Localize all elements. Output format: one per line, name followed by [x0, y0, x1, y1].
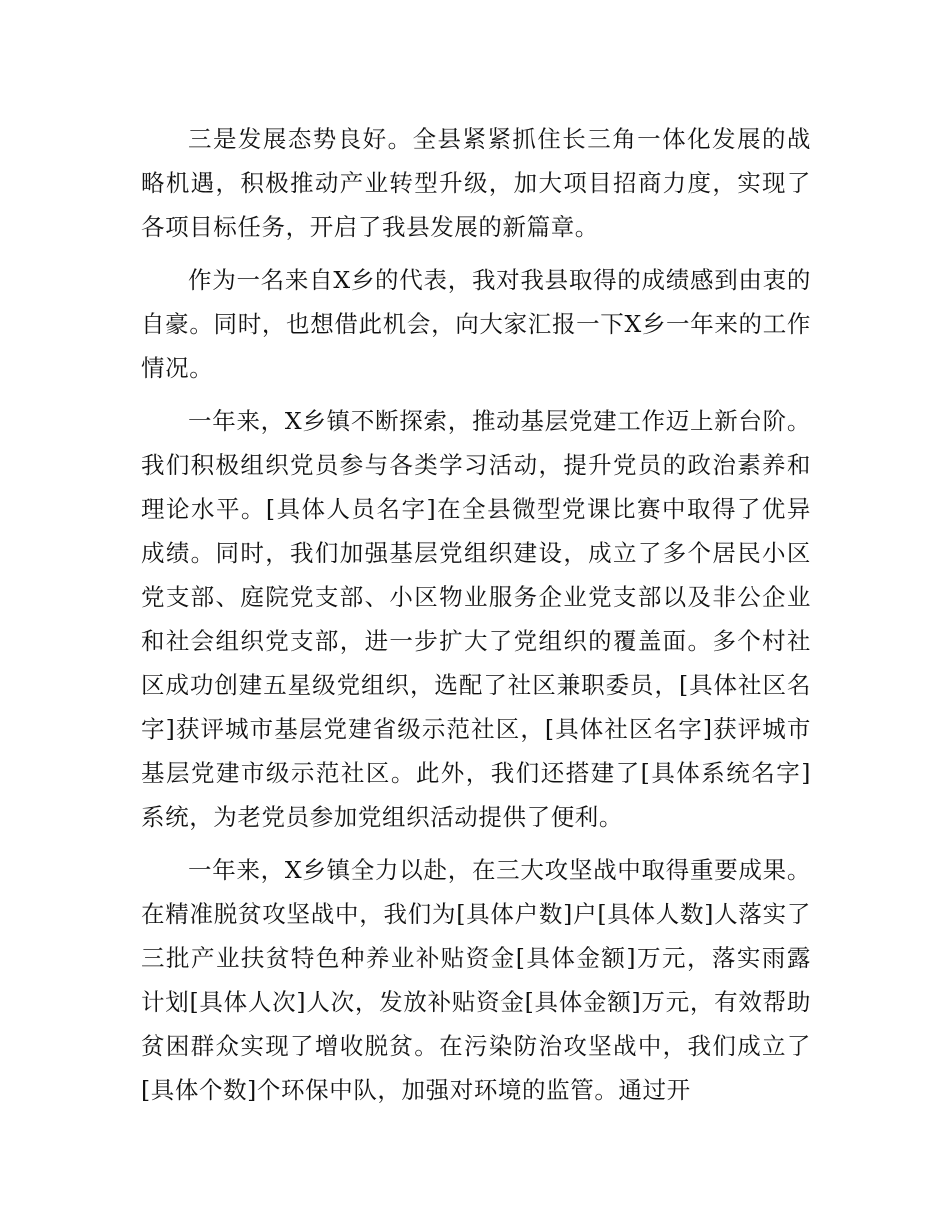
paragraph-three-battles: 一年来，X乡镇全力以赴，在三大攻坚战中取得重要成果。在精准脱贫攻坚战中，我们为[具体户数]户[具体人数]人落实了三批产业扶贫特色种养业补贴资金[具体金额]万元，落实雨露计划[具体人次]人次，发放补贴资金[具体金额]万元，有效帮助贫困群众实现了增收脱贫。在污染防治攻坚战中，我们成立了[具体个数]个环保中队，加强对环境的监管。通过开: [141, 856, 811, 1104]
document-body: [141, 117, 811, 1121]
paragraph-party-building: 一年来，X乡镇不断探索，推动基层党建工作迈上新台阶。我们积极组织党员参与各类学习活动，提升党员的政治素养和理论水平。[具体人员名字]在全县微型党课比赛中取得了优异成绩。同时，我们加强基层党组织建设，成立了多个居民小区党支部、庭院党支部、小区物业服务企业党支部以及非公企业和社会组织党支部，进一步扩大了党组织的覆盖面。多个村社区成功创建五星级党组织，选配了社区兼职委员，[具体社区名字]获评城市基层党建省级示范社区，[具体社区名字]获评城市基层党建市级示范社区。此外，我们还搭建了[具体系统名字]系统，为老党员参加党组织活动提供了便利。: [141, 407, 811, 831]
paragraph-representative-intro: 作为一名来自X乡的代表，我对我县取得的成绩感到由衷的自豪。同时，也想借此机会，向大家汇报一下X乡一年来的工作情况。: [141, 266, 811, 382]
paragraph-development-trend: 三是发展态势良好。全县紧紧抓住长三角一体化发展的战略机遇，积极推动产业转型升级，加大项目招商力度，实现了各项目标任务，开启了我县发展的新篇章。: [141, 125, 811, 241]
